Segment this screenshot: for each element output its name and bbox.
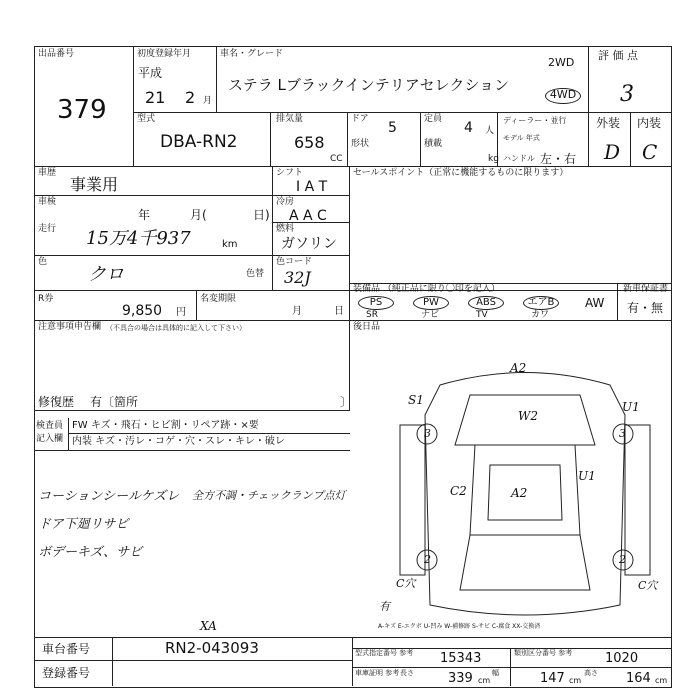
drive-2wd: 2WD [548,56,575,69]
divider [34,255,349,256]
load-label: 積載 [424,139,443,149]
remark-1: コーションシールケズレ [38,489,180,504]
divider [34,450,350,451]
color-code: 32J [284,268,311,287]
day-only: 日 [334,306,344,317]
mark-u1-side: U1 [578,469,596,483]
chassis-no: RN2-043093 [165,639,259,657]
dim-label: 車庫証明 参考 [355,669,400,677]
divider [196,290,197,320]
diagram-right-side [625,425,650,575]
displacement-label: 排気量 [276,114,304,124]
height-label: 高さ [584,669,598,677]
type-no-label: 型式指定番号 参考 [355,649,414,657]
diagram-rear [460,535,590,590]
cc: CC [330,154,343,164]
divider [272,166,273,290]
exterior-label: 外装 [596,116,621,130]
divider [349,166,350,410]
month-char: 月( [190,208,207,222]
equip-bottom-2: TV [476,310,488,320]
divider [68,418,69,450]
divider [420,112,421,166]
repair-close: 〕 [340,395,353,409]
color-code-label: 色コード [276,257,313,267]
ac-label: 冷房 [276,197,295,207]
exterior-grade: D [604,140,621,164]
mark-a2-top: A2 [510,361,527,375]
yen: 円 [176,307,186,318]
r-ticket-value: 9,850 [122,303,163,319]
ac-value: A A C [289,208,327,224]
width-unit: cm [569,676,582,685]
length-label: 長さ [400,669,414,677]
first-reg-label: 初度登録年月 [137,49,192,59]
inner-row: 内装 キズ・汚レ・コゲ・穴・スレ・キレ・破レ [72,436,285,447]
divider [34,410,350,411]
era: 平成 [138,66,163,80]
interior-label: 内装 [637,116,662,130]
capacity-label: 定員 [424,114,443,124]
equip-bottom-1: ナビ [421,310,440,320]
equip-top-2: ABS [468,296,504,310]
divider [272,195,349,196]
drive-4wd: 4WD [545,88,581,104]
remark-3: ボデーキズ、サビ [38,545,143,560]
doors: 5 [388,120,397,136]
entry-label: 記入欄 [36,434,64,444]
equip-label: 装備品 （純正品に限り〇印を記入） [353,284,500,294]
chassis-label: 車台番号 [42,642,91,656]
height-unit: cm [655,676,668,685]
person-unit: 人 [485,126,495,136]
mark-yes: 有 [379,600,390,613]
warranty-value: 有・無 [627,301,664,315]
remark-2: ドア下廻リサビ [38,517,129,532]
mileage-label: 走行 [38,224,57,234]
sales-point-label: セールスポイント（正常に機能するものに限ります） [353,168,569,178]
class-no-label: 類別区分番号 参考 [514,649,573,657]
interior-grade: C [642,140,658,164]
shift-value: I A T [296,179,328,195]
year-char: 年 [138,208,151,222]
divider [34,166,671,167]
divider [112,637,113,686]
kg: kg [488,154,499,164]
divider [352,667,671,668]
divider [34,195,272,196]
width-label: 幅 [492,669,499,677]
day-char: 日) [253,208,270,222]
month-only: 月 [292,306,302,317]
mark-c-hole-right: C穴 [638,579,658,592]
damage-legend: A-キズ E-エクボ U-凹み W-補修跡 S-サビ C-腐食 XX-交換済 [378,623,541,630]
divider [133,46,134,166]
eval-label: 評 価 点 [598,49,638,62]
mark-c2: C2 [450,484,467,498]
mark-u1-top: U1 [622,400,640,414]
name-change-label: 名変期限 [200,294,237,304]
inspection-label: 車検 [38,197,57,207]
r-ticket-label: R券 [38,294,54,304]
length: 339 [448,671,473,686]
class-no: 1020 [605,651,639,666]
type-no: 15343 [440,651,482,666]
lot-no: 379 [57,95,107,125]
length-unit: cm [478,676,491,685]
equip-bottom-0: SR [366,310,378,320]
history-value: 事業用 [70,175,119,194]
mark-2-left: 2 [424,553,431,566]
reg-year: 21 [145,88,166,107]
reg-month: 2 [185,88,196,107]
register-label: 登録番号 [42,666,91,680]
handle-value: 左・右 [540,152,577,166]
fw-row: FW キズ・飛石・ヒビ割・リペア跡・×要 [72,420,259,431]
shape-label: 形状 [351,139,370,149]
divider [617,283,618,320]
equip-bottom-3: カワ [531,310,550,320]
mark-a2-mid: A2 [511,486,528,500]
mark-2-right: 2 [619,553,626,566]
chassis-note: XA [200,619,217,633]
km: km [222,239,238,250]
check-label: 検査員 [36,421,64,431]
divider [270,112,271,166]
eval-score: 3 [620,82,634,107]
height: 164 [626,671,651,686]
repair-label: 修復歴 [38,395,75,409]
divider [34,660,352,661]
remark-mid: 全方不調・チェックランプ点灯 [192,489,346,502]
width: 147 [540,671,565,686]
mark-c-hole-left: C穴 [396,577,416,590]
handle-label: ハンドル [503,154,535,163]
capacity: 4 [464,120,473,136]
divider [68,433,350,434]
history-label: 車歴 [38,168,57,178]
divider [510,648,511,686]
equip-top-0: PS [358,296,394,310]
displacement: 658 [294,133,325,152]
divider [34,320,671,321]
divider [352,637,353,686]
dealer-label: ディーラー・並行 [503,116,567,125]
warranty-label: 新車保証書 [623,284,669,294]
color-label: 色 [38,257,48,267]
car-name-label: 車名・グレード [220,49,284,59]
car-name: ステラ Lブラックインテリアセレクション [228,76,510,94]
equip-top-1: PW [413,296,449,310]
fuel-label: 燃料 [276,224,295,234]
divider [588,46,589,166]
model-label: 型式 [137,114,156,124]
lot-no-label: 出品番号 [38,49,75,59]
divider [347,112,348,166]
aw: AW [585,296,605,310]
notes-label: 注意事項申告欄 [38,322,102,332]
model-year-label: モデル 年式 [503,134,540,142]
color-swap-label: 色替 [246,269,265,279]
color-value: クロ [88,264,124,285]
model-code: DBA-RN2 [160,132,238,152]
after-label: 後日品 [353,322,381,332]
repair-value: 有〔箇所 [90,395,139,409]
mark-3-right: 3 [619,427,626,440]
door-label: ドア [351,114,369,124]
shift-label: シフト [276,168,304,178]
equip-top-3: エアB [523,296,559,310]
divider [216,46,217,112]
mark-3-left: 3 [424,427,431,440]
diagram-left-side [400,425,425,575]
mileage-value: 15万4千937 [86,228,191,249]
month-suffix: 月 [203,96,213,106]
mark-w2: W2 [518,409,538,423]
mark-s1: S1 [408,393,424,407]
divider [134,112,588,113]
divider [630,112,631,166]
notes-sub: （不具合の場合は具体的に記入して下さい） [106,324,246,332]
fuel-value: ガソリン [281,236,337,252]
